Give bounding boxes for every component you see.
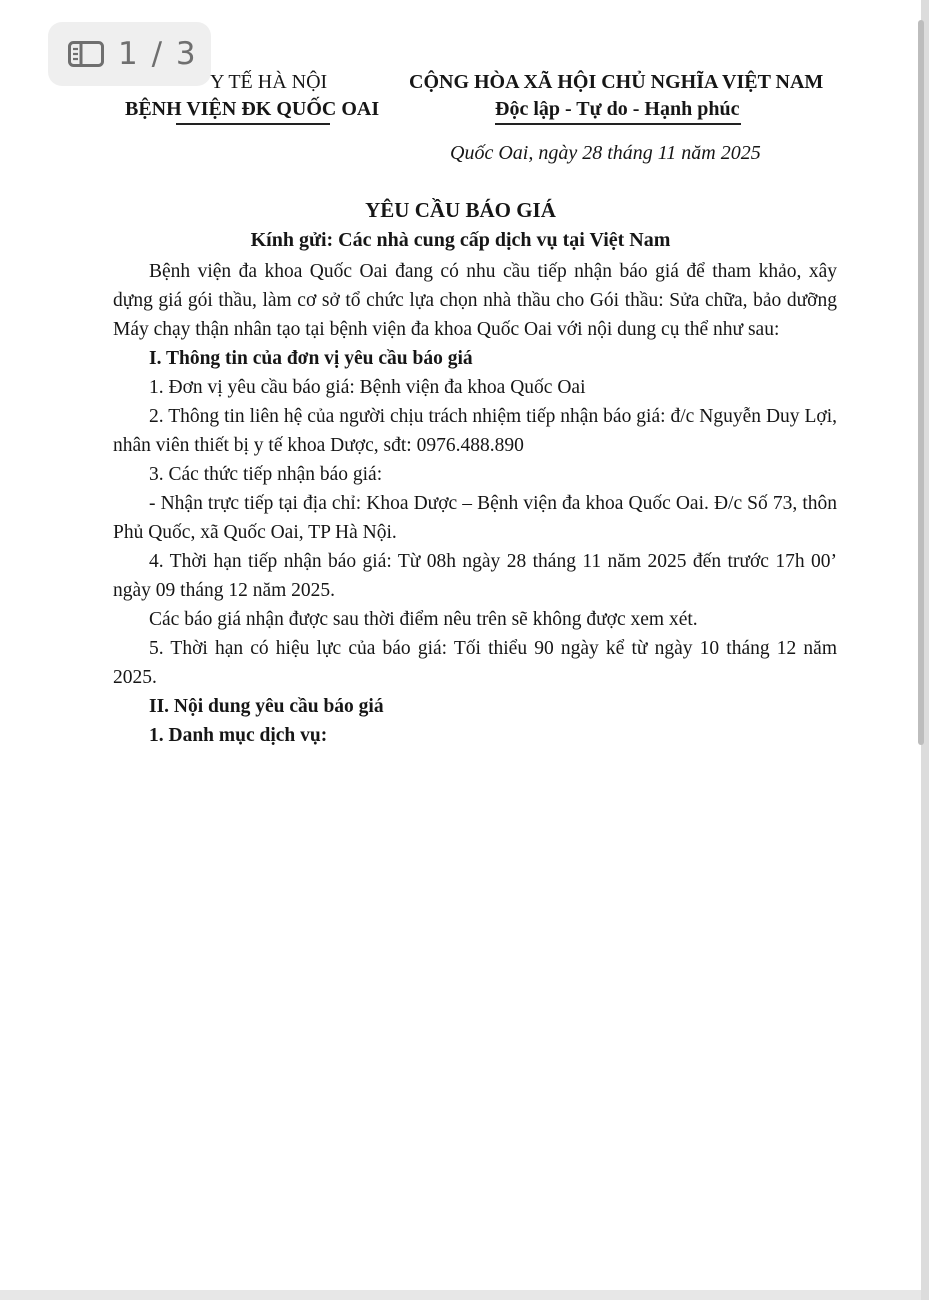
item-1: 1. Đơn vị yêu cầu báo giá: Bệnh viện đa khoa Quốc Oai <box>149 377 586 398</box>
section-2-heading: II. Nội dung yêu cầu báo giá <box>149 696 384 717</box>
sidebar-panel-icon <box>68 41 104 67</box>
header-country: CỘNG HÒA XÃ HỘI CHỦ NGHĨA VIỆT NAM <box>409 71 824 93</box>
scrollbar[interactable] <box>918 20 924 745</box>
section-1-heading: I. Thông tin của đơn vị yêu cầu báo giá <box>149 348 473 369</box>
document-title: YÊU CẦU BÁO GIÁ <box>365 198 556 222</box>
document-body <box>113 257 837 750</box>
page-indicator[interactable] <box>48 22 211 86</box>
header-left-underline <box>176 123 330 125</box>
viewer-bottom-edge <box>0 1290 921 1300</box>
header-right-underline <box>495 123 741 125</box>
item-4-note: Các báo giá nhận được sau thời điểm nêu trên sẽ không được xem xét. <box>149 609 698 630</box>
recipient-line: Kính gửi: Các nhà cung cấp dịch vụ tại Việt Nam <box>250 229 671 251</box>
item-5: 5. Thời hạn có hiệu lực của báo giá: Tối thiểu 90 ngày kể từ ngày 10 tháng 12 năm 2025. <box>113 638 837 688</box>
item-3: 3. Các thức tiếp nhận báo giá: <box>149 464 383 485</box>
header-hospital: BỆNH VIỆN ĐK QUỐC OAI <box>125 98 380 120</box>
item-2: 2. Thông tin liên hệ của người chịu trách nhiệm tiếp nhận báo giá: đ/c Nguyễn Duy Lợi, nhân viên thiết bị y tế khoa Dược, sđt: 0976.488.890 <box>113 406 837 456</box>
header-motto: Độc lập - Tự do - Hạnh phúc <box>495 98 740 120</box>
item-3-bullet: - Nhận trực tiếp tại địa chỉ: Khoa Dược – Bệnh viện đa khoa Quốc Oai. Đ/c Số 73, thôn Phủ Quốc, xã Quốc Oai, TP Hà Nội. <box>113 493 837 543</box>
item-4: 4. Thời hạn tiếp nhận báo giá: Từ 08h ngày 28 tháng 11 năm 2025 đến trước 17h 00’ ngày 09 tháng 12 năm 2025. <box>113 551 837 601</box>
place-date: Quốc Oai, ngày 28 tháng 11 năm 2025 <box>450 142 761 164</box>
section-2-item-1: 1. Danh mục dịch vụ: <box>149 725 328 746</box>
page-indicator-text: 1 / 3 <box>118 36 198 72</box>
intro-paragraph: Bệnh viện đa khoa Quốc Oai đang có nhu cầu tiếp nhận báo giá để tham khảo, xây dựng giá gói thầu, làm cơ sở tổ chức lựa chọn nhà thầu cho Gói thầu: Sửa chữa, bảo dưỡng Máy chạy thận nhân tạo tại bệnh viện đa khoa Quốc Oai với nội dung cụ thể như sau: <box>113 261 837 340</box>
header-agency: Y TẾ HÀ NỘI <box>210 71 328 93</box>
